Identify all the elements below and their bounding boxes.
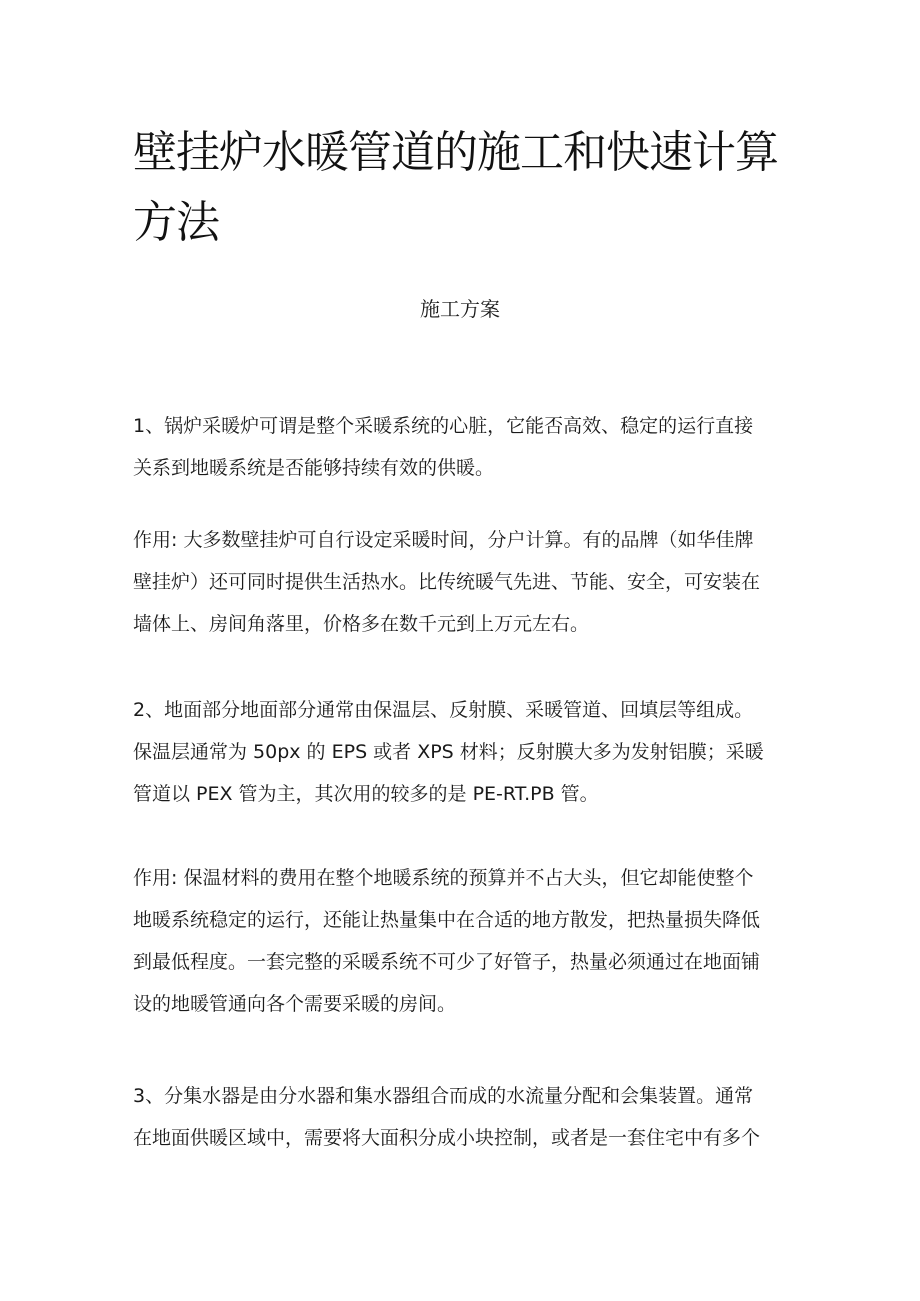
paragraph-line: 保温层通常为 50px 的 EPS 或者 XPS 材料；反射膜大多为发射铝膜；采暖 (133, 741, 764, 763)
section-subtitle: 施工方案 (420, 297, 500, 321)
paragraph-line: 3、分集水器是由分水器和集水器组合而成的水流量分配和会集装置。通常 (133, 1085, 754, 1107)
paragraph-boiler (133, 405, 793, 489)
paragraph-line: 关系到地暖系统是否能够持续有效的供暖。 (133, 457, 495, 479)
title-line: 方法 (133, 197, 219, 248)
paragraph-line: 墙体上、房间角落里，价格多在数千元到上万元左右。 (133, 613, 590, 635)
paragraph-line: 管道以 PEX 管为主，其次用的较多的是 PE-RT.PB 管。 (133, 783, 599, 805)
title-line: 壁挂炉水暖管道的施工和快速计算 (133, 127, 778, 178)
paragraph-line: 到最低程度。一套完整的采暖系统不可少了好管子，热量必须通过在地面铺 (133, 951, 761, 973)
paragraph-floor-function (133, 857, 793, 1025)
paragraph-floor (133, 689, 793, 815)
document-title (133, 118, 793, 258)
paragraph-manifold (133, 1075, 793, 1159)
paragraph-line: 作用: 保温材料的费用在整个地暖系统的预算并不占大头，但它却能使整个 (133, 867, 754, 889)
paragraph-line: 作用: 大多数壁挂炉可自行设定采暖时间，分户计算。有的品牌（如华佳牌 (133, 529, 754, 551)
paragraph-boiler-function (133, 519, 793, 645)
paragraph-line: 2、地面部分地面部分通常由保温层、反射膜、采暖管道、回填层等组成。 (133, 699, 754, 721)
paragraph-line: 设的地暖管通向各个需要采暖的房间。 (133, 993, 457, 1015)
paragraph-line: 地暖系统稳定的运行，还能让热量集中在合适的地方散发，把热量损失降低 (133, 909, 761, 931)
paragraph-line: 在地面供暖区域中，需要将大面积分成小块控制，或者是一套住宅中有多个 (133, 1127, 761, 1149)
paragraph-line: 壁挂炉）还可同时提供生活热水。比传统暖气先进、节能、安全，可安装在 (133, 571, 761, 593)
paragraph-line: 1、锅炉采暖炉可谓是整个采暖系统的心脏，它能否高效、稳定的运行直接 (133, 415, 754, 437)
